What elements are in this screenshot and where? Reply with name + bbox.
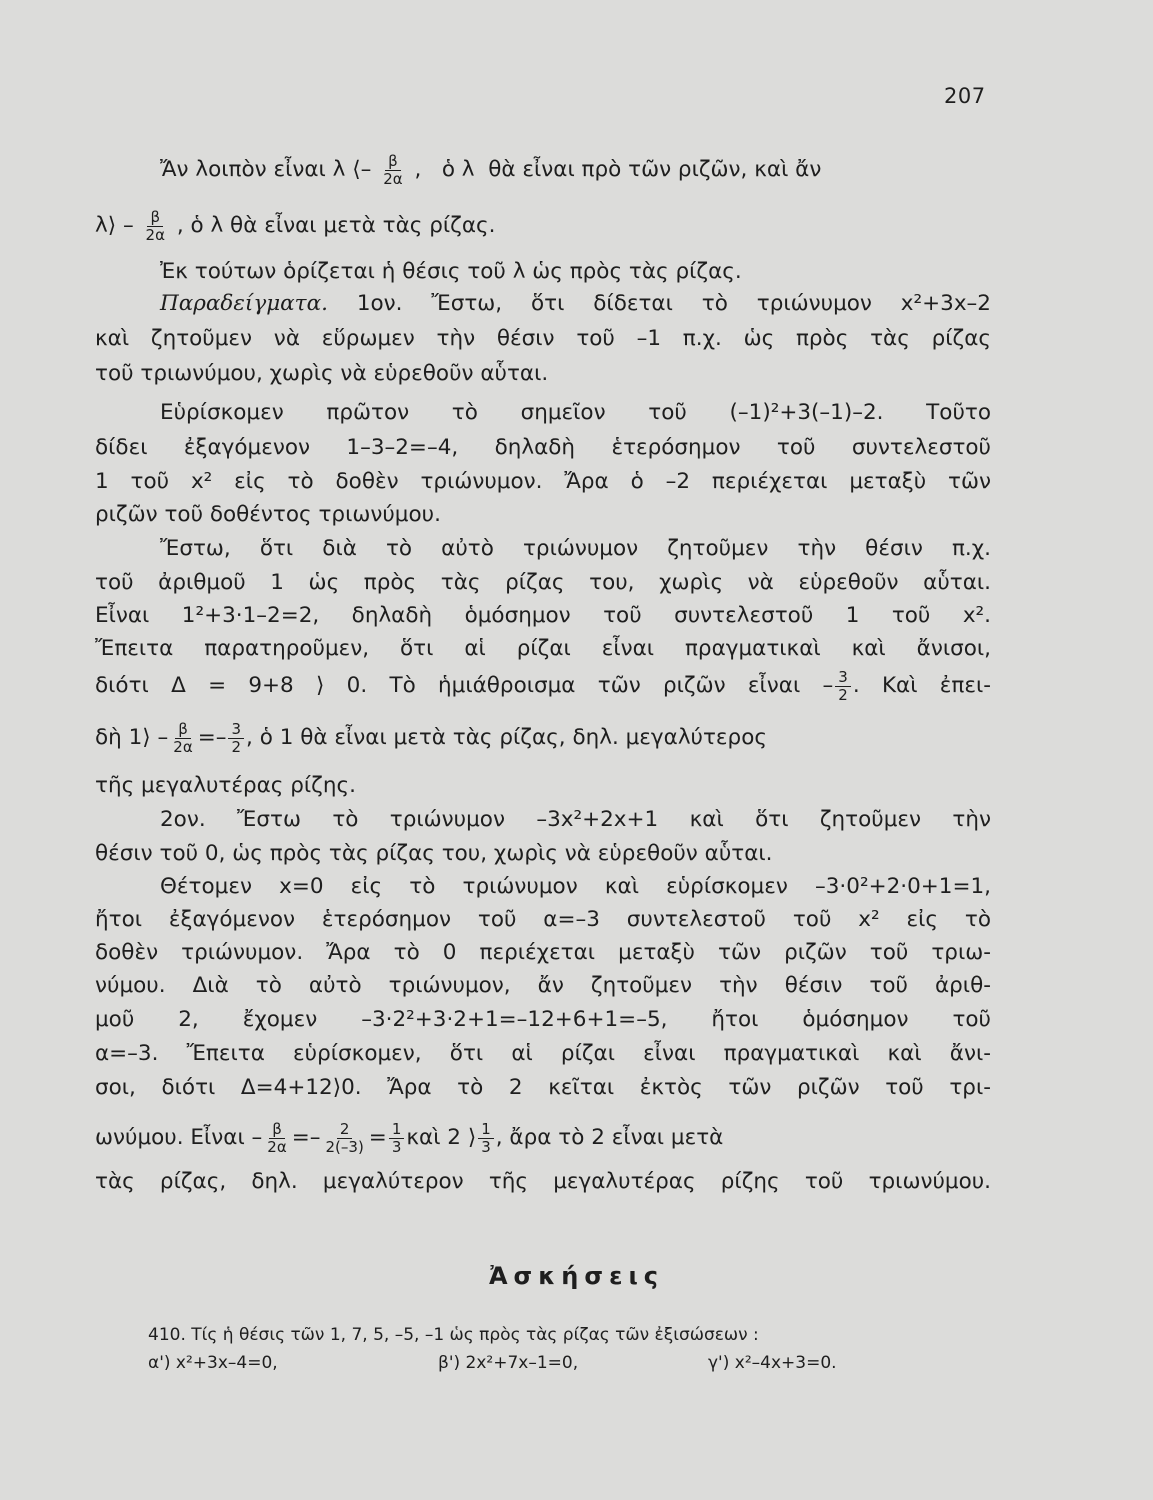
text-line: Ἔπειτα παρατηροῦμεν, ὅτι αἱ ρίζαι εἶναι πραγματικαὶ καὶ ἄνισοι,: [95, 636, 991, 661]
text-line: θέσιν τοῦ 0, ὡς πρὸς τὰς ρίζας του, χωρὶς νὰ εὑρεθοῦν αὗται.: [95, 841, 773, 866]
fraction-numerator: β: [147, 209, 163, 227]
text-line: [95, 718, 991, 758]
text-line: σοι, διότι Δ=4+12⟩0. Ἄρα τὸ 2 κεῖται ἐκτὸς τῶν ριζῶν τοῦ τρι-: [95, 1075, 991, 1100]
fraction-denominator: 2α: [173, 737, 193, 756]
fraction-denominator: 2α: [267, 1137, 287, 1156]
text-line: [95, 1118, 991, 1158]
text-line: Θέτομεν x=0 εἰς τὸ τριώνυμον καὶ εὑρίσκομεν –3·0²+2·0+1=1,: [160, 874, 991, 899]
fraction-denominator: 2(–3): [325, 1137, 364, 1156]
text-line: Ἐκ τούτων ὁρίζεται ἡ θέσις τοῦ λ ὡς πρὸς τὰς ρίζας.: [160, 259, 742, 284]
fraction: [228, 721, 244, 756]
text-line: [95, 206, 991, 246]
fraction-numerator: 3: [835, 669, 851, 687]
exercises-heading: Ἀσκήσεις: [488, 1262, 665, 1290]
text-line: Εἶναι 1²+3·1–2=2, δηλαδὴ ὁμόσημον τοῦ συντελεστοῦ 1 τοῦ x².: [95, 603, 991, 628]
fraction-denominator: 2α: [145, 225, 165, 244]
fraction: [389, 1121, 405, 1156]
text-line: ριζῶν τοῦ δοθέντος τριωνύμου.: [95, 502, 441, 527]
fraction-numerator: 3: [228, 721, 244, 739]
examples-label: Παραδείγματα.: [160, 291, 328, 316]
text-line: Ἔστω, ὅτι διὰ τὸ αὐτὸ τριώνυμον ζητοῦμεν τὴν θέσιν π.χ.: [160, 536, 991, 561]
text-line: τὰς ρίζας, δηλ. μεγαλύτερον τῆς μεγαλυτέρας ρίζης τοῦ τριωνύμου.: [95, 1169, 991, 1194]
fraction-numerator: β: [385, 153, 401, 171]
fraction-denominator: 2: [838, 685, 848, 704]
text-segment: Ἄν λοιπὸν εἶναι λ ⟨–: [160, 157, 372, 182]
text-segment: καὶ 2 ⟩: [406, 1125, 477, 1150]
text-segment: διότι Δ = 9+8 ⟩ 0. Τὸ ἡμιάθροισμα τῶν ριζῶν εἶναι –: [95, 673, 834, 698]
text-line: ἤτοι ἐξαγόμενον ἑτερόσημον τοῦ α=–3 συντελεστοῦ τοῦ x² εἰς τὸ: [95, 907, 991, 932]
text-segment: , ὁ λ θὰ εἶναι πρὸ τῶν ριζῶν, καὶ ἄν: [414, 157, 822, 182]
fraction: [143, 209, 168, 244]
fraction-numerator: β: [175, 721, 191, 739]
text-line: [95, 666, 991, 706]
exercise-410: 410. Τίς ἡ θέσις τῶν 1, 7, 5, –5, –1 ὡς πρὸς τὰς ρίζας τῶν ἐξισώσεων :: [148, 1325, 759, 1345]
text-line: 2ον. Ἔστω τὸ τριώνυμον –3x²+2x+1 καὶ ὅτι ζητοῦμεν τὴν: [160, 807, 991, 832]
text-line: [160, 284, 991, 324]
text-segment: =: [368, 1125, 387, 1150]
fraction-numerator: β: [269, 1121, 285, 1139]
equation-a: α') x²+3x–4=0,: [148, 1353, 278, 1373]
text-segment: λ⟩ –: [95, 213, 134, 238]
text-segment: . Καὶ ἐπει-: [852, 673, 991, 698]
exercise-equations: [148, 1350, 928, 1376]
text-segment: 1ον. Ἔστω, ὅτι δίδεται τὸ τριώνυμον x²+3x–2: [356, 291, 991, 316]
fraction-denominator: 3: [481, 1137, 491, 1156]
text-line: μοῦ 2, ἔχομεν –3·2²+3·2+1=–12+6+1=–5, ἤτοι ὁμόσημον τοῦ: [95, 1007, 991, 1032]
text-segment: , ὁ λ θὰ εἶναι μετὰ τὰς ρίζας.: [176, 213, 496, 238]
text-line: τοῦ τριωνύμου, χωρὶς νὰ εὑρεθοῦν αὗται.: [95, 361, 549, 386]
text-line: τῆς μεγαλυτέρας ρίζης.: [95, 773, 356, 798]
fraction-denominator: 2: [231, 737, 242, 756]
text-line: Εὑρίσκομεν πρῶτον τὸ σημεῖον τοῦ (–1)²+3(–1)–2. Τοῦτο: [160, 400, 991, 425]
fraction-denominator: 2α: [383, 169, 403, 188]
text-segment: δὴ 1⟩ –: [95, 725, 169, 750]
fraction: [323, 1121, 367, 1156]
fraction: [835, 669, 851, 704]
fraction: [478, 1121, 494, 1156]
text-line: 1 τοῦ x² εἰς τὸ δοθὲν τριώνυμον. Ἄρα ὁ –2 περιέχεται μεταξὺ τῶν: [95, 469, 991, 494]
text-segment: ωνύμου. Εἶναι –: [95, 1125, 263, 1150]
fraction: [170, 721, 195, 756]
fraction-numerator: 1: [389, 1121, 405, 1139]
text-line: δίδει ἐξαγόμενον 1–3–2=–4, δηλαδὴ ἑτερόσημον τοῦ συντελεστοῦ: [95, 435, 991, 460]
fraction: [380, 153, 405, 188]
text-segment: , ὁ 1 θὰ εἶναι μετὰ τὰς ρίζας, δηλ. μεγαλύτερος: [246, 725, 767, 750]
text-line: [160, 150, 991, 190]
fraction-numerator: 2: [337, 1121, 353, 1139]
page-number: 207: [944, 84, 986, 108]
equation-c: γ') x²–4x+3=0.: [708, 1353, 837, 1373]
equation-b: β') 2x²+7x–1=0,: [438, 1353, 579, 1373]
text-line: δοθὲν τριώνυμον. Ἄρα τὸ 0 περιέχεται μεταξὺ τῶν ριζῶν τοῦ τριω-: [95, 940, 991, 965]
fraction-denominator: 3: [391, 1137, 402, 1156]
text-line: καὶ ζητοῦμεν νὰ εὕρωμεν τὴν θέσιν τοῦ –1 π.χ. ὡς πρὸς τὰς ρίζας: [95, 326, 991, 351]
text-line: α=–3. Ἔπειτα εὑρίσκομεν, ὅτι αἱ ρίζαι εἶναι πραγματικαὶ καὶ ἄνι-: [95, 1041, 991, 1066]
text-segment: , ἄρα τὸ 2 εἶναι μετὰ: [495, 1125, 724, 1150]
fraction-numerator: 1: [478, 1121, 494, 1139]
text-line: νύμου. Διὰ τὸ αὐτὸ τριώνυμον, ἄν ζητοῦμεν τὴν θέσιν τοῦ ἀριθ-: [95, 973, 991, 998]
fraction: [264, 1121, 289, 1156]
text-segment: =–: [291, 1125, 321, 1150]
text-segment: =–: [197, 725, 227, 750]
text-line: τοῦ ἀριθμοῦ 1 ὡς πρὸς τὰς ρίζας του, χωρὶς νὰ εὑρεθοῦν αὗται.: [95, 570, 991, 595]
